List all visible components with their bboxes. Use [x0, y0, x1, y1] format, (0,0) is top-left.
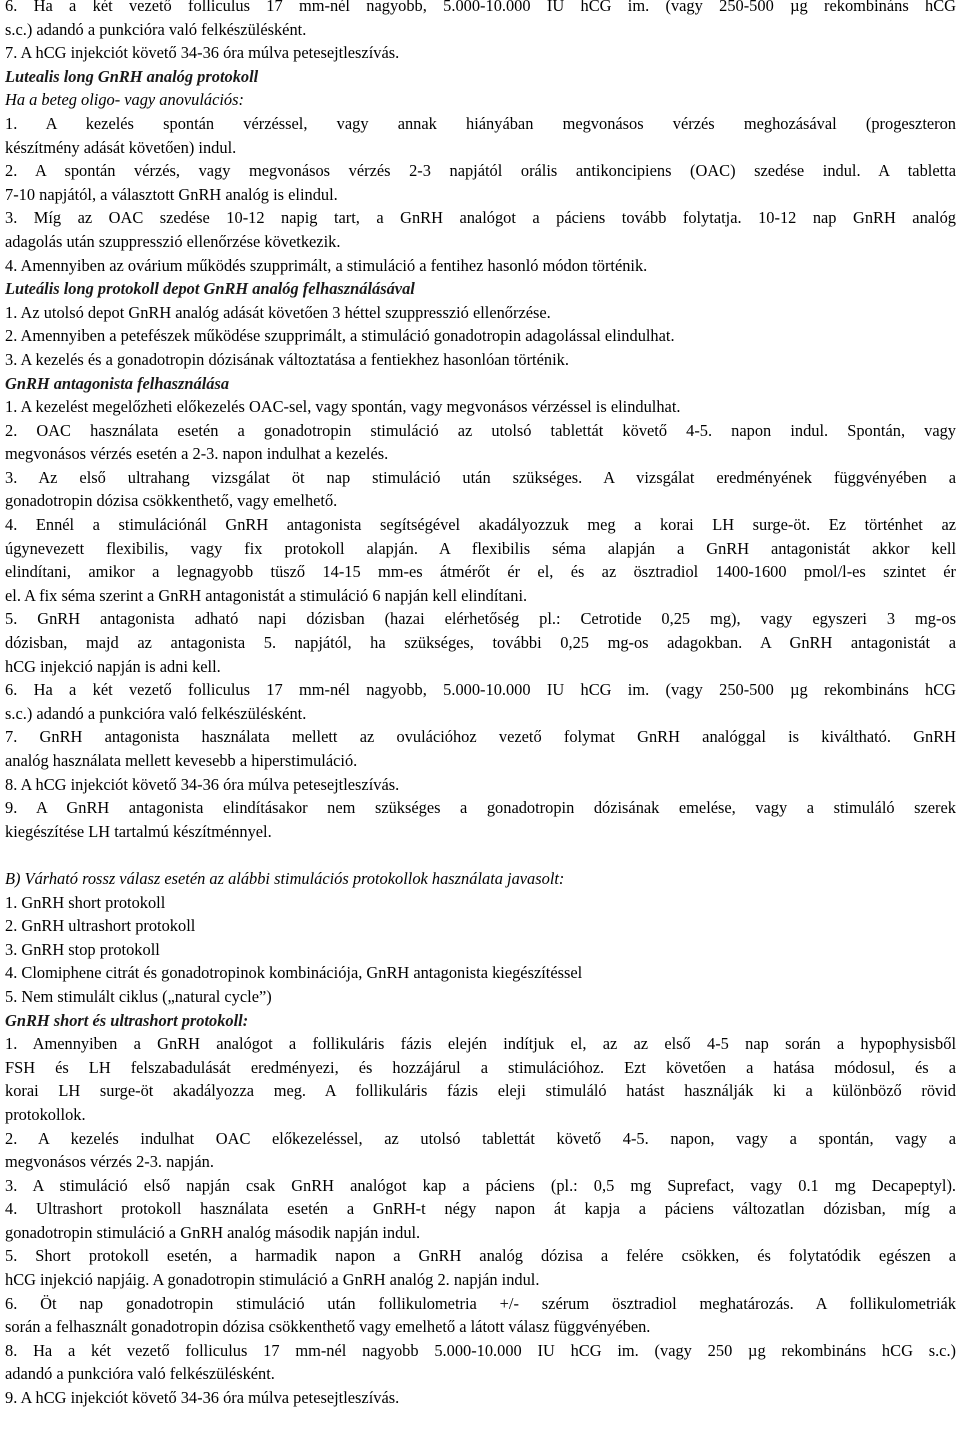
text-line: s.c.) adandó a punkcióra való felkészülésként.	[5, 19, 307, 39]
text-line: 2. GnRH ultrashort protokoll	[5, 916, 196, 936]
text-line: 4. Amennyiben az ovárium működés szupprimált, a stimuláció a fentihez hasonló módon történik.	[5, 255, 648, 275]
text-line: analóg használata mellett kevesebb a hiperstimuláció.	[5, 751, 358, 770]
text-line: 1. Az utolsó depot GnRH analóg adását követően 3 héttel szuppresszió ellenőrzése.	[5, 302, 551, 322]
blank-line	[5, 843, 956, 867]
text-line: gonadotropin dózisa csökkenthető, vagy emelhető.	[5, 491, 338, 511]
text-line: 7. A hCG injekciót követő 34-36 óra múlva petesejtleszívás.	[5, 43, 400, 63]
text-line: hCG injekció napján is adni kell.	[5, 656, 221, 676]
text-line: protokollok.	[5, 1104, 86, 1124]
text-line: 6. Ha a két vezető folliculus 17 mm-nél nagyobb, 5.000-10.000 IU hCG im. (vagy 250-500 µg rekombináns hCG	[5, 0, 956, 15]
text-line: gonadotropin stimuláció a GnRH analóg második napján indul.	[5, 1222, 421, 1242]
document-body	[5, 0, 956, 1410]
text-line: kiegészítése LH tartalmú készítménnyel.	[5, 821, 272, 841]
section-heading: GnRH antagonista felhasználása	[5, 373, 230, 393]
section-heading: Lutealis long GnRH analóg protokoll	[5, 66, 259, 86]
text-line: s.c.) adandó a punkcióra való felkészülésként.	[5, 703, 307, 723]
text-line: korai LH surge-öt akadályozza meg. A follikuláris fázis eleji stimuláló hatást használják ki a különböző rövid	[5, 1081, 956, 1101]
text-line: 1. GnRH short protokoll	[5, 892, 166, 912]
text-line: megvonásos vérzés esetén a 2-3. napon indulhat a kezelés.	[5, 444, 389, 464]
text-line: adandó a punkcióra való felkészülésként.	[5, 1364, 275, 1384]
text-line: 9. A GnRH antagonista elindításakor nem szükséges a gonadotropin dózisának emelése, vagy a stimuláló szerek	[5, 798, 956, 818]
text-line: 7-10 napjától, a választott GnRH analóg is elindul.	[5, 184, 338, 204]
text-line: 2. A spontán vérzés, vagy megvonásos vérzés 2-3 napjától orális antikoncipiens (OAC) szedése indul. A tabletta	[5, 161, 956, 181]
text-line: 1. Amennyiben a GnRH analógot a follikuláris fázis elején indítjuk el, az az első 4-5 nap során a hypophysisből	[5, 1034, 956, 1054]
text-line: 1. A kezelés spontán vérzéssel, vagy annak hiányában megvonásos vérzés meghozásával (progeszteron	[5, 113, 956, 133]
text-line: 4. Clomiphene citrát és gonadotropinok kombinációja, GnRH antagonista kiegészítéssel	[5, 963, 583, 983]
text-line: 3. Míg az OAC szedése 10-12 napig tart, a GnRH analógot a páciens tovább folytatja. 10-12 nap GnRH analóg	[5, 208, 956, 228]
section-heading: GnRH short és ultrashort protokoll:	[5, 1010, 249, 1030]
text-line: készítmény adását követően) indul.	[5, 137, 237, 157]
text-line: úgynevezett flexibilis, vagy fix protokoll alapján. A flexibilis séma alapján a GnRH antagonistát akkor kell	[5, 538, 956, 558]
text-line: dózisban, majd az antagonista 5. napjától, ha szükséges, további 0,25 mg-os adagokban. A GnRH antagonistát a	[5, 633, 956, 653]
text-line: 3. GnRH stop protokoll	[5, 939, 160, 959]
text-line: megvonásos vérzés 2-3. napján.	[5, 1152, 214, 1172]
text-line: 5. Nem stimulált ciklus („natural cycle”)	[5, 986, 272, 1006]
text-line: 2. Amennyiben a petefészek működése szupprimált, a stimuláció gonadotropin adagolással elindulhat.	[5, 326, 675, 346]
text-line: adagolás után szuppresszió ellenőrzése következik.	[5, 231, 341, 251]
text-line: 4. Ultrashort protokoll használata esetén a GnRH-t négy napon át kapja a páciens változatlan dózisban, míg a	[5, 1199, 956, 1219]
text-line: elindítani, amikor a legnagyobb tüsző 14-15 mm-es átmérőt ér el, és az ösztradiol 1400-1600 pmol/l-es szintet ér	[5, 562, 956, 582]
text-line: 4. Ennél a stimulációnál GnRH antagonista segítségével akadályozzuk meg a korai LH surge-öt. Ez történhet az	[5, 515, 956, 535]
text-line: során a felhasznált gonadotropin dózisa csökkenthető vagy emelhető a látott válasz függvényében.	[5, 1317, 651, 1337]
text-line: el. A fix séma szerint a GnRH antagonistát a stimuláció 6 napján kell elindítani.	[5, 585, 528, 605]
italic-subheading: B) Várható rossz válasz esetén az alábbi stimulációs protokollok használata javasolt:	[5, 868, 565, 888]
italic-subheading: Ha a beteg oligo- vagy anovulációs:	[5, 90, 244, 110]
text-line: 3. A kezelés és a gonadotropin dózisának változtatása a fentiekhez hasonlóan történik.	[5, 349, 569, 369]
text-line: 1. A kezelést megelőzheti előkezelés OAC-sel, vagy spontán, vagy megvonásos vérzéssel is elindulhat.	[5, 397, 681, 417]
text-line: 5. Short protokoll esetén, a harmadik napon a GnRH analóg dózisa a felére csökken, és folytatódik egészen a	[5, 1246, 956, 1266]
text-line: 3. A stimuláció első napján csak GnRH analógot kap a páciens (pl.: 0,5 mg Suprefact, vagy 0.1 mg Decapeptyl).	[5, 1175, 956, 1195]
section-heading: Luteális long protokoll depot GnRH analóg felhasználásával	[5, 279, 415, 299]
text-line: 2. A kezelés indulhat OAC előkezeléssel, az utolsó tablettát követő 4-5. napon, vagy a spontán, vagy a	[5, 1128, 956, 1148]
text-line: FSH és LH felszabadulását eredményezi, és hozzájárul a stimulációhoz. Ezt követően a hatása módosul, és a	[5, 1057, 956, 1077]
text-line: 5. GnRH antagonista adható napi dózisban (hazai elérhetőség pl.: Cetrotide 0,25 mg), vagy egyszeri 3 mg-os	[5, 609, 956, 629]
text-line: 8. A hCG injekciót követő 34-36 óra múlva petesejtleszívás.	[5, 774, 400, 794]
text-line: 3. Az első ultrahang vizsgálat öt nap stimuláció után szükséges. A vizsgálat eredményének függvényében a	[5, 467, 956, 487]
text-line: 8. Ha a két vezető folliculus 17 mm-nél nagyobb 5.000-10.000 IU hCG im. (vagy 250 µg rekombináns hCG s.c.)	[5, 1340, 956, 1360]
text-line: 6. Öt nap gonadotropin stimuláció után follikulometria +/- szérum ösztradiol meghatározás. A follikulometriák	[5, 1293, 956, 1313]
text-line: 6. Ha a két vezető folliculus 17 mm-nél nagyobb, 5.000-10.000 IU hCG im. (vagy 250-500 µg rekombináns hCG	[5, 680, 956, 700]
text-line: 7. GnRH antagonista használata mellett az ovulációhoz vezető folymat GnRH analóggal is kiváltható. GnRH	[5, 727, 956, 747]
text-line: 2. OAC használata esetén a gonadotropin stimuláció az utolsó tablettát követő 4-5. napon indul. Spontán, vagy	[5, 420, 956, 440]
text-line: hCG injekció napjáig. A gonadotropin stimuláció a GnRH analóg 2. napján indul.	[5, 1270, 540, 1290]
text-line: 9. A hCG injekciót követő 34-36 óra múlva petesejtleszívás.	[5, 1388, 400, 1408]
